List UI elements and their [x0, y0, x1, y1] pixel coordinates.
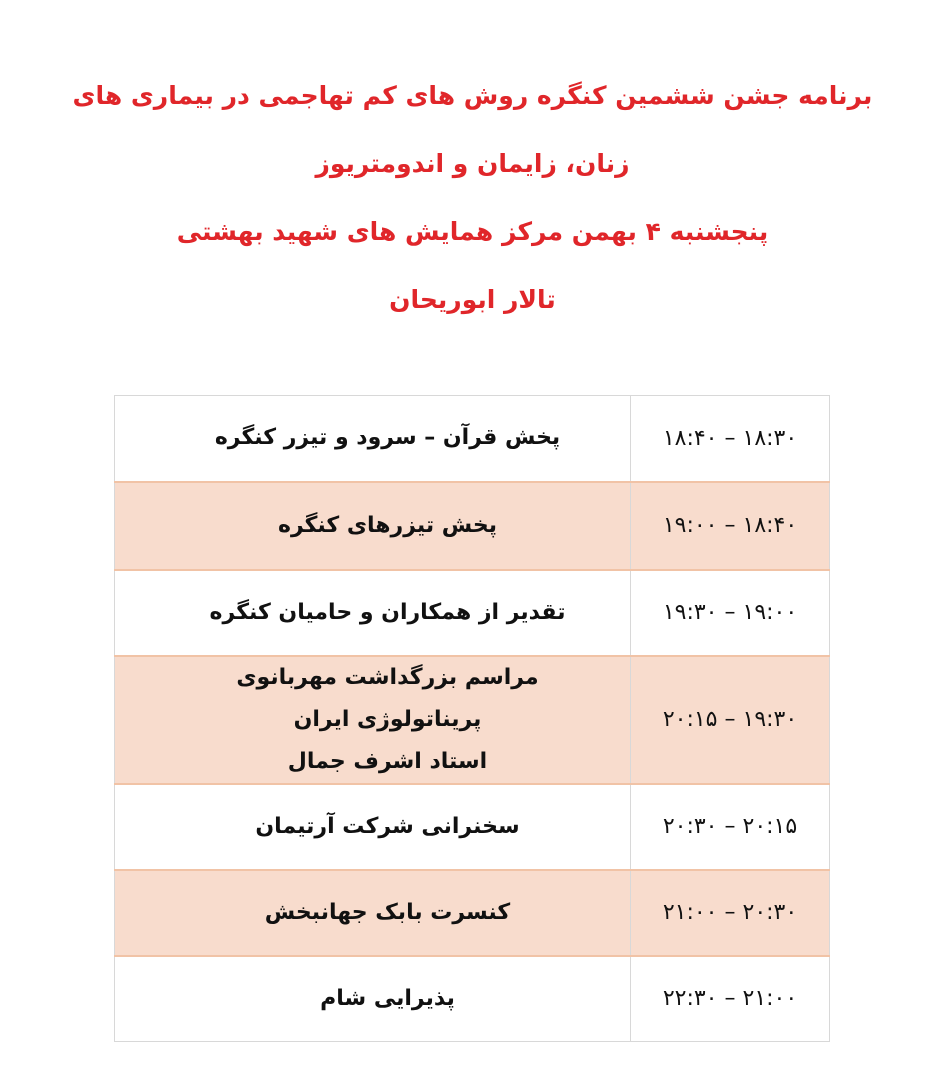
event-cell: کنسرت بابک جهانبخش [115, 870, 631, 956]
schedule-row [115, 570, 830, 656]
schedule-row [115, 956, 830, 1042]
schedule-row [115, 656, 830, 784]
time-cell: ۱۹:۰۰ – ۱۹:۳۰ [631, 570, 830, 656]
event-cell: پخش تیزرهای کنگره [115, 482, 631, 570]
event-line-1: مراسم بزرگداشت مهربانوی پریناتولوژی ایران [236, 664, 539, 732]
schedule-row [115, 482, 830, 570]
date-venue-line: پنجشنبه ۴ بهمن مرکز همایش های شهید بهشتی [176, 217, 769, 246]
event-cell: سخنرانی شرکت آرتیمان [115, 784, 631, 870]
event-cell: پذیرایی شام [115, 956, 631, 1042]
event-cell: تقدیر از همکاران و حامیان کنگره [115, 570, 631, 656]
event-cell: پخش قرآن – سرود و تیزر کنگره [115, 396, 631, 482]
schedule-row [115, 870, 830, 956]
schedule-row [115, 396, 830, 482]
time-cell: ۱۸:۳۰ – ۱۸:۴۰ [631, 396, 830, 482]
title-line-1: برنامه جشن ششمین کنگره روش های کم تهاجمی در بیماری های [72, 81, 873, 110]
time-cell: ۱۸:۴۰ – ۱۹:۰۰ [631, 482, 830, 570]
time-cell: ۲۱:۰۰ – ۲۲:۳۰ [631, 956, 830, 1042]
time-cell: ۲۰:۱۵ – ۲۰:۳۰ [631, 784, 830, 870]
schedule-row [115, 784, 830, 870]
event-line-2: استاد اشرف جمال [287, 748, 488, 774]
title-line-2: زنان، زایمان و اندومتریوز [315, 149, 630, 178]
event-title [40, 62, 905, 334]
event-cell [115, 656, 631, 784]
time-cell: ۲۰:۳۰ – ۲۱:۰۰ [631, 870, 830, 956]
time-cell: ۱۹:۳۰ – ۲۰:۱۵ [631, 656, 830, 784]
hall-name-line: تالار ابوریحان [389, 285, 556, 314]
schedule-table [114, 395, 830, 1042]
